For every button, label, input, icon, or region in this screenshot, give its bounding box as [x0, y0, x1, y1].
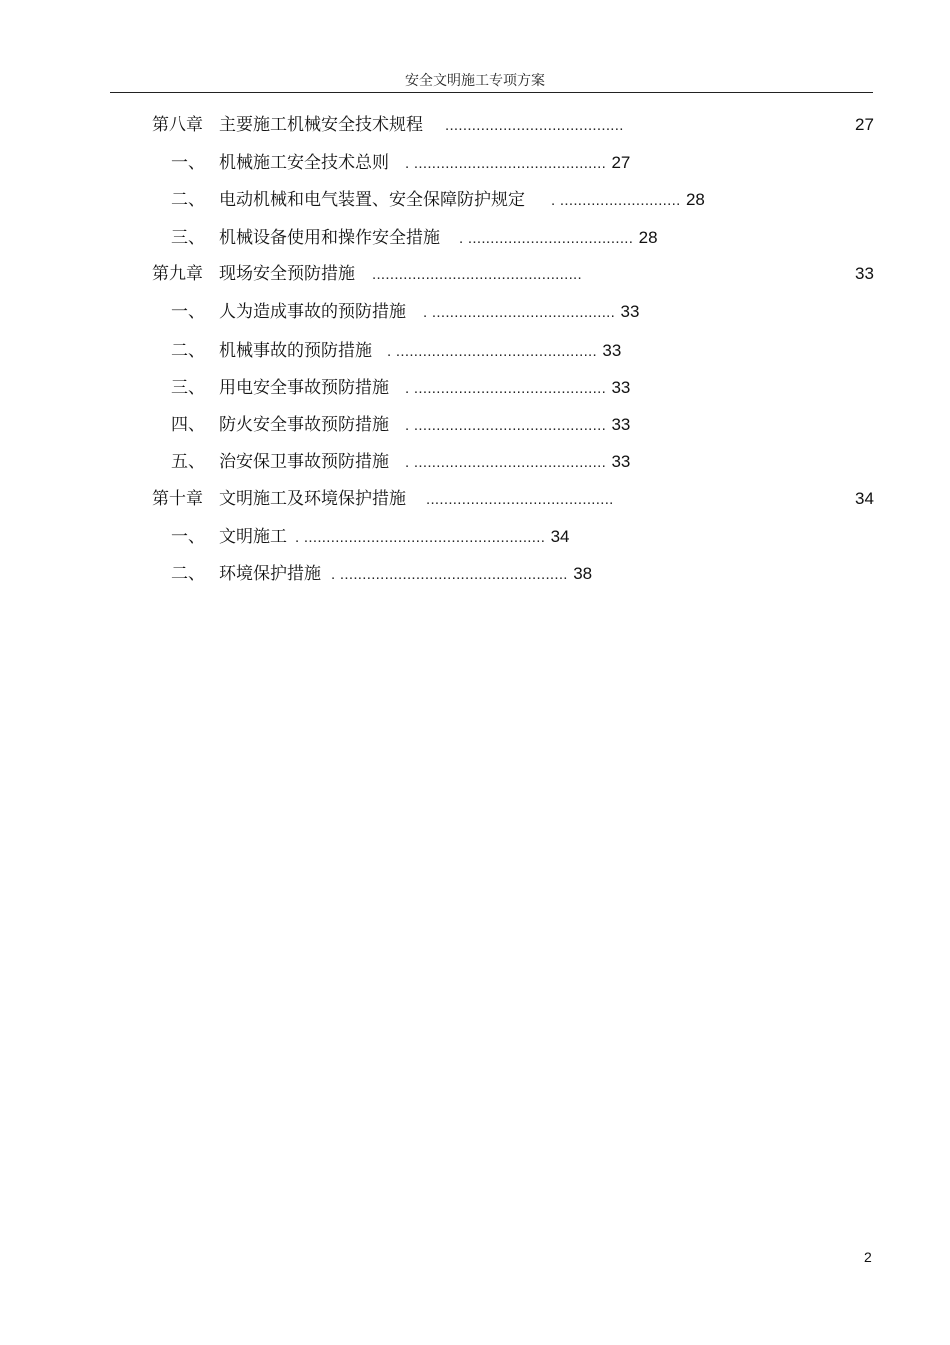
dot-leader: . ........................................... — [405, 454, 607, 471]
toc-section[interactable] — [171, 189, 705, 212]
toc-chapter-8[interactable] — [152, 114, 624, 137]
chapter-number: 第九章 — [152, 264, 203, 284]
page-number: 2 — [864, 1249, 872, 1265]
section-number: 五、 — [171, 452, 205, 472]
toc-section[interactable] — [171, 340, 621, 363]
section-page-number: 33 — [602, 341, 622, 360]
section-title: 电动机械和电气装置、安全保障防护规定 — [219, 190, 525, 210]
section-number: 二、 — [171, 564, 205, 584]
section-number: 一、 — [171, 527, 205, 547]
dot-leader: . ......................................... — [423, 304, 616, 321]
dot-leader: . ................................................... — [331, 566, 568, 583]
chapter-number: 第十章 — [152, 489, 203, 509]
section-page-number: 27 — [611, 153, 631, 172]
dot-leader: . ........................................... — [405, 380, 607, 397]
section-title: 机械施工安全技术总则 — [219, 153, 389, 173]
section-number: 三、 — [171, 228, 205, 248]
dot-leader: .......................................... — [426, 491, 614, 508]
chapter-title: 现场安全预防措施 — [219, 264, 355, 284]
chapter-title: 主要施工机械安全技术规程 — [219, 115, 423, 135]
toc-section[interactable] — [171, 451, 630, 474]
dot-leader: . ........................................... — [405, 155, 607, 172]
dot-leader: . ...................................................... — [295, 529, 546, 546]
section-number: 一、 — [171, 153, 205, 173]
toc-section[interactable] — [171, 377, 630, 400]
section-title: 人为造成事故的预防措施 — [219, 302, 406, 322]
section-title: 机械事故的预防措施 — [219, 341, 372, 361]
toc-chapter-10[interactable] — [152, 488, 614, 511]
chapter-page-number: 34 — [855, 489, 874, 508]
section-number: 二、 — [171, 341, 205, 361]
section-title: 文明施工 — [219, 527, 287, 547]
section-page-number: 28 — [685, 190, 705, 209]
section-number: 三、 — [171, 378, 205, 398]
header-rule — [110, 92, 873, 93]
section-title: 用电安全事故预防措施 — [219, 378, 389, 398]
section-title: 防火安全事故预防措施 — [219, 415, 389, 435]
section-page-number: 34 — [550, 527, 570, 546]
section-page-number: 33 — [611, 378, 631, 397]
running-header: 安全文明施工专项方案 — [405, 73, 545, 89]
dot-leader: ............................................... — [372, 266, 582, 283]
dot-leader: ........................................ — [445, 117, 624, 134]
dot-leader: . ............................................. — [387, 343, 597, 360]
section-number: 二、 — [171, 190, 205, 210]
section-page-number: 38 — [573, 564, 593, 583]
section-page-number: 28 — [638, 228, 658, 247]
toc-section[interactable] — [171, 414, 630, 437]
section-title: 治安保卫事故预防措施 — [219, 452, 389, 472]
chapter-number: 第八章 — [152, 115, 203, 135]
dot-leader: . ........................................... — [405, 417, 607, 434]
section-page-number: 33 — [611, 452, 631, 471]
toc-section[interactable] — [171, 227, 658, 250]
toc-section[interactable] — [171, 152, 630, 175]
section-number: 一、 — [171, 302, 205, 322]
section-page-number: 33 — [620, 302, 640, 321]
toc-section[interactable] — [171, 526, 570, 549]
section-page-number: 33 — [611, 415, 631, 434]
chapter-page-number: 33 — [855, 264, 874, 283]
section-title: 环境保护措施 — [219, 564, 321, 584]
toc-section[interactable] — [171, 563, 592, 586]
section-title: 机械设备使用和操作安全措施 — [219, 228, 440, 248]
dot-leader: . ........................... — [551, 192, 681, 209]
dot-leader: . ..................................... — [459, 230, 634, 247]
toc-chapter-9[interactable] — [152, 263, 582, 286]
chapter-page-number: 27 — [855, 115, 874, 134]
section-number: 四、 — [171, 415, 205, 435]
toc-section[interactable] — [171, 301, 639, 324]
chapter-title: 文明施工及环境保护措施 — [219, 489, 406, 509]
